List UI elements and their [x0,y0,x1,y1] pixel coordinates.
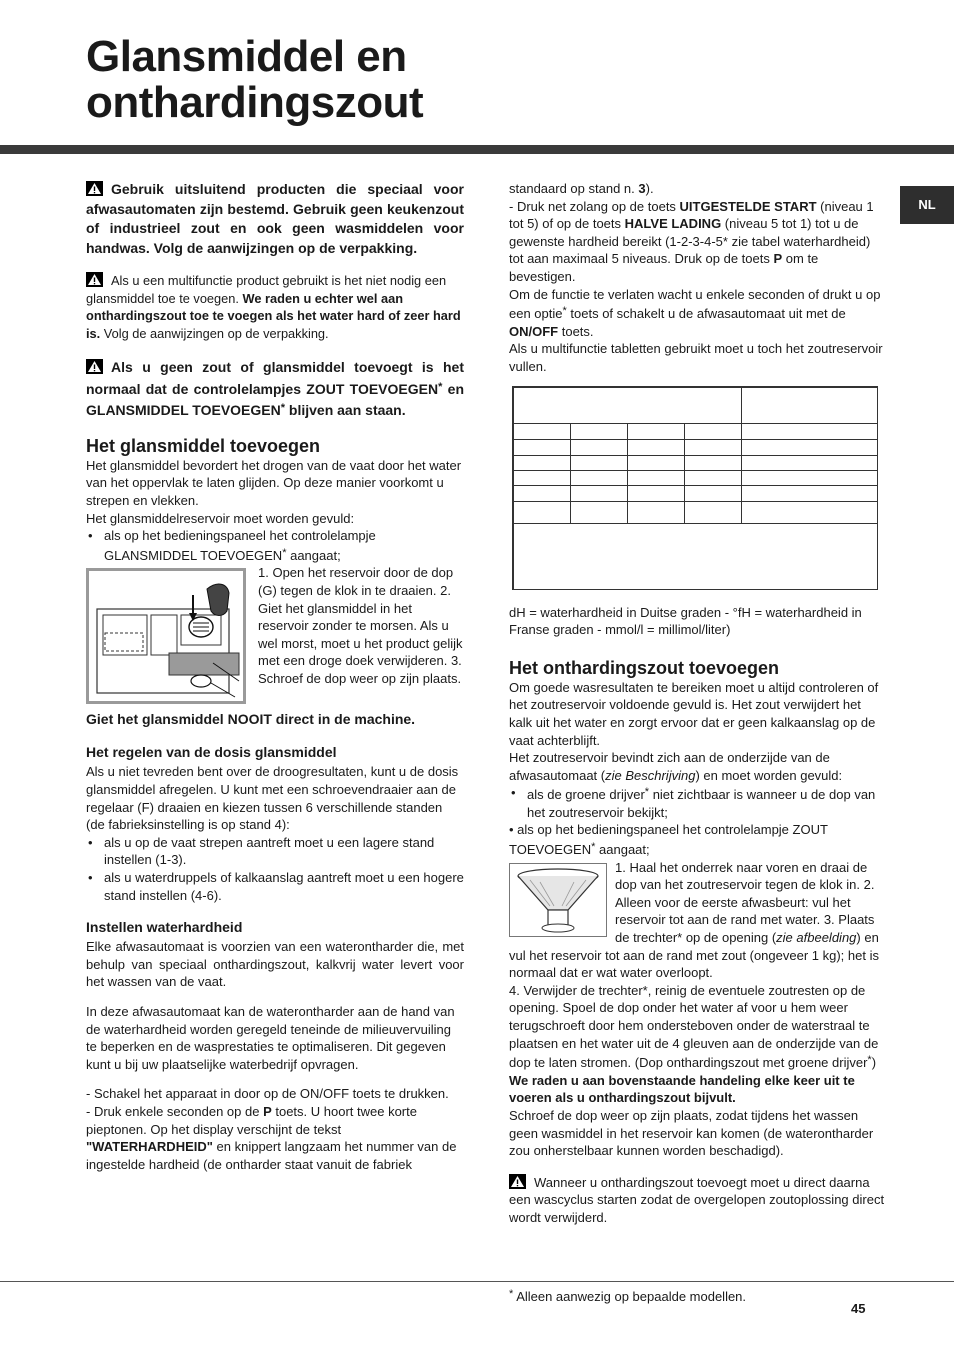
rinse-aid-steps: 1. Open het reservoir door de dop (G) tegen de klok in te draaien. 2. Giet het glansmiddel in het reservoir zonder te morsen. Als u wel morst, moet u het product gelijk met een droge doek verwijderen. 3. Schroef de dop weer op zijn plaats. [258,565,463,686]
hardness-p2: In deze afwasautomaat kan de waterontharder aan de hand van de waterhardheid worden geregeld teneinde de milieuvervuiling te beperken en de wasprestaties te optimaliseren. Dit gegeven kunt u bij uw plaatselijke waterbedrijf opvragen. [86,1003,455,1072]
table-cell [513,423,571,440]
table-cell [684,501,742,524]
table-cell [627,455,685,471]
hardness-p4: - Druk enkele seconden op de P toets. U hoort twee korte pieptonen. Op het display verschijnt de tekst "WATERHARDHEID" en knippert langzaam het nummer van de ingestelde hardheid (de ontharder staat vanuit de fabriek [86,1103,457,1172]
salt-warning: Wanneer u onthardingszout toevoegt moet u direct daarna een wascyclus starten zodat de overgelopen zoutoplossing direct wordt verwijderd. [509,1174,885,1225]
hardness-continued-4: Als u multifunctie tabletten gebruikt moet u toch het zoutreservoir vullen. [509,341,883,374]
table-cell [741,485,878,502]
hardness-continued-2: - Druk net zolang op de toets UITGESTELDE START (niveau 1 tot 5) of op de toets HALVE LADING (niveau 5 tot 1) tot u de gewenste hardheid bereikt (1-2-3-4-5* zie tabel waterhardheid) tot aan maximaal 5 niveaus. Druk op de toets P om te bevestigen. [509,198,874,284]
table-cell [513,455,571,471]
warning-icon [509,1174,526,1189]
heading-rinse-aid: Het glansmiddel toevoegen [86,435,321,456]
salt-steps: 1. Haal het onderrek naar voren en draai de dop van het zoutreservoir tegen de klok in. 2. Alleen voor de eerste afwasbeurt: vul het reservoir tot aan de rand met water. 3. Plaats de trechter* op de opening (zie afbeelding) en vul het reservoir tot aan de rand met zout (ongeveer 1 kg); het is normaal dat er wat water overloopt. [509,859,879,981]
table-footer-cell [513,523,878,590]
table-cell [684,485,742,502]
salt-steps-block [509,859,887,982]
hardness-continued-3: Om de functie te verlaten wacht u enkele seconden of drukt u op een optie* toets of schakelt u de afwasautomaat uit met de ON/OFF toets. [509,286,881,339]
table-cell [627,470,685,486]
language-tab: NL [900,186,954,224]
rinse-aid-bullet: • als op het bedieningspaneel het controlelampje GLANSMIDDEL TOEVOEGEN* aangaat; [86,527,464,564]
table-cell [627,439,685,456]
table-cell [627,501,685,524]
table-cell [741,439,878,456]
salt-step-4: 4. Verwijder de trechter*, reinig de eventuele zoutresten op de opening. Spoel de dop onder het water af voor u hem weer terugschroeft door hem ondersteboven onder de waterstraal te plaatsen en het water uit de 4 gleuven aan de onderzijde van de dop te laten stromen. (Dop onthardingszout met groene drijver*) [509,982,879,1071]
table-cell [513,439,571,456]
hardness-continued-1: standaard op stand n. 3). [509,181,654,196]
funnel-illustration [509,863,607,937]
right-column [509,180,887,1227]
table-cell [570,470,628,486]
hardness-legend: dH = waterhardheid in Duitse graden - °fH = waterhardheid in Franse graden - mmol/l = millimol/liter) [509,604,862,638]
table-cell [741,501,878,524]
hardness-p1: Elke afwasautomaat is voorzien van een waterontharder die, met behulp van speciaal onthardingszout, kalkvrij water levert voor het wassen van de vaat. [86,939,464,990]
rinse-aid-intro: Het glansmiddel bevordert het drogen van de vaat door het water van het oppervlak te laten glijden. Op deze manier voorkomt u strepen en vlekken. [86,457,462,509]
page-title [86,34,423,126]
salt-p2: Het zoutreservoir bevindt zich aan de onderzijde van de afwasautomaat (zie Beschrijving) en moet worden gevuld: [509,750,843,783]
dosage-bullet-2: • als u waterdruppels of kalkaanslag aantreft moet u een hogere stand instellen (4-6). [86,869,464,904]
table-header-cell [741,387,878,424]
table-cell [627,485,685,502]
top-rule [0,145,954,154]
table-cell [513,501,571,524]
footnote: * Alleen aanwezig op bepaalde modellen. [509,1288,747,1304]
heading-dosage: Het regelen van de dosis glansmiddel [86,744,337,761]
left-column [86,180,464,1173]
table-cell [741,423,878,440]
warning-indicator-lights: Als u geen zout of glansmiddel toevoegt is het normaal dat de controlelampjes ZOUT TOEVOEGEN* en GLANSMIDDEL TOEVOEGEN* blijven aan staan. [86,359,464,419]
bottom-rule [0,1281,954,1282]
table-cell [570,439,628,456]
table-cell [570,501,628,524]
warning-products: Gebruik uitsluitend producten die speciaal voor afwasautomaten zijn bestemd. Gebruik geen keukenzout of industrieel zout en ook geen wasmiddelen voor handwas. Volg de aanwijzingen op de verpakking. [86,181,464,256]
table-cell [570,485,628,502]
table-cell [741,455,878,471]
warning-icon [86,181,103,196]
salt-p3: Schroef de dop weer op zijn plaats, zodat tijdens het wassen geen wasmiddel in het reservoir kan komen (de waterontharder zou onherstelbaar kunnen worden beschadigd). [509,1107,874,1159]
dosage-text: Als u niet tevreden bent over de droogresultaten, kunt u de dosis glansmiddel afregelen. U kunt met een schroevendraaier aan de regelaar (F) draaien en kiezen tussen 6 verschillende standen (de fabrieksinstelling is op stand 4): [86,764,459,833]
rinse-aid-never: Giet het glansmiddel NOOIT direct in de machine. [86,711,416,728]
table-cell [684,439,742,456]
table-cell [570,455,628,471]
table-cell [741,470,878,486]
page-number: 45 [851,1301,866,1316]
table-cell [684,423,742,440]
table-cell [570,423,628,440]
table-cell [684,455,742,471]
table-cell [513,470,571,486]
warning-icon [86,359,103,374]
title-line-2: onthardingszout [86,78,424,127]
water-hardness-table [512,386,878,590]
hardness-p3: - Schakel het apparaat in door op de ON/OFF toets te drukken. [86,1086,449,1102]
heading-water-hardness: Instellen waterhardheid [86,919,243,936]
heading-salt: Het onthardingszout toevoegen [509,657,779,678]
warning-icon [86,272,103,287]
rinse-aid-fill: Het glansmiddelreservoir moet worden gevuld: [86,510,355,526]
table-header-cell [513,387,742,424]
salt-advice: We raden u aan bovenstaande handeling elke keer uit te voeren als u onthardingszout bijvult. [509,1072,855,1106]
warning-multifunction: Als u een multifunctie product gebruikt is het niet nodig een glansmiddel toe te voegen. We raden u echter wel aan onthardingszout toe te voegen als het water hard of zeer hard is. Volg de aanwijzingen op de verpakking. [86,273,461,341]
title-line-1: Glansmiddel en [86,32,407,81]
salt-bullet-2: • als op het bedieningspaneel het controlelampje ZOUT TOEVOEGEN* aangaat; [509,822,828,858]
table-cell [513,485,571,502]
rinse-aid-illustration [86,568,246,704]
salt-p1: Om goede wasresultaten te bereiken moet u altijd controleren of het zoutreservoir voldoende gevuld is. Het zout verwijdert het kalk uit het water en zorgt ervoor dat er geen kalkaanslag op de vaat achterblijft. [509,679,879,748]
rinse-aid-steps-block [86,564,464,687]
dosage-bullet-1: • als u op de vaat strepen aantreft moet u een lagere stand instellen (1-3). [86,834,464,869]
table-cell [684,470,742,486]
table-cell [627,423,685,440]
salt-bullet-1: • als de groene drijver* niet zichtbaar is wanneer u de dop van het zoutreservoir bekijkt; [509,784,887,821]
